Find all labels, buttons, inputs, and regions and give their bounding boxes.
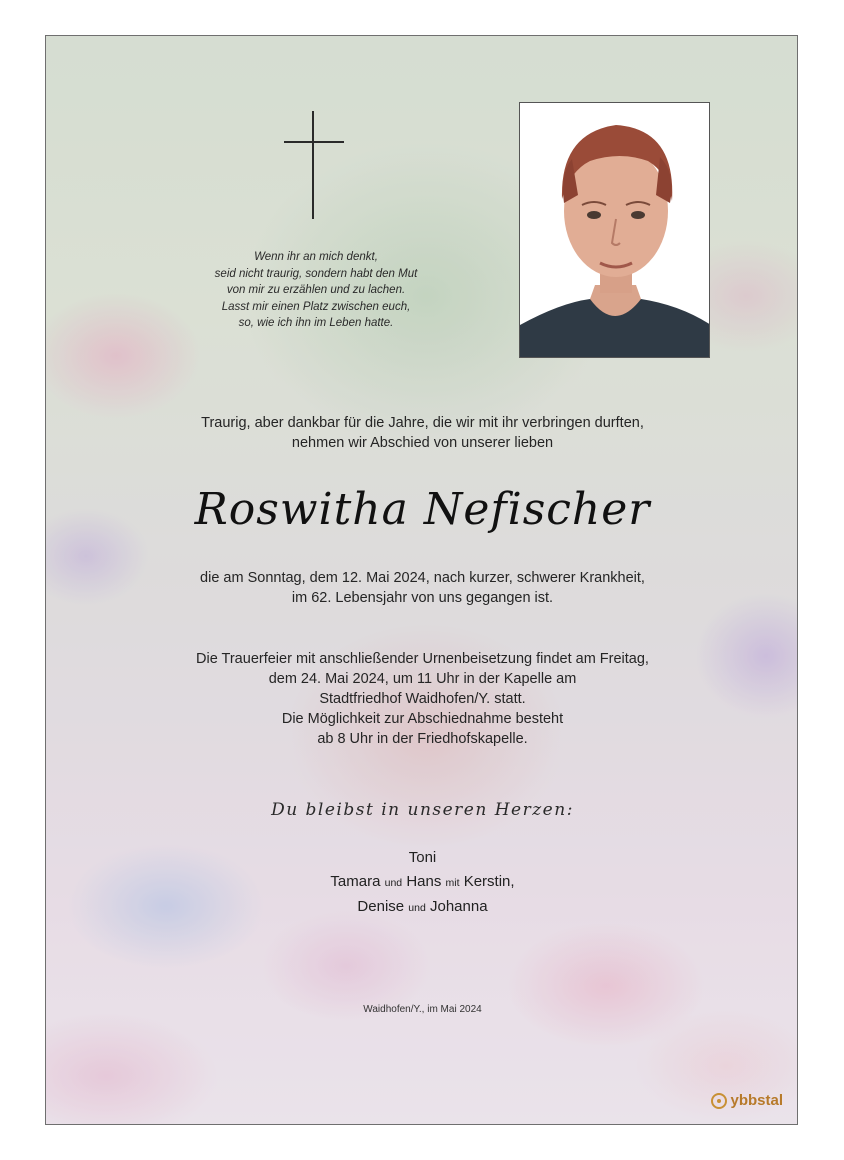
intro-text — [46, 413, 798, 453]
farewell-line: Die Möglichkeit zur Abschiednahme besteht — [281, 711, 564, 727]
death-notice — [46, 568, 798, 608]
brand-name: ybbstal — [730, 1092, 783, 1109]
parte-card — [45, 35, 798, 1125]
funeral-line: dem 24. Mai 2024, um 11 Uhr in der Kapelle am — [268, 671, 577, 687]
family-member: Denise — [357, 898, 405, 915]
farewell-info — [46, 709, 798, 749]
funeral-line: Die Trauerfeier mit anschließender Urnenbeisetzung findet am Freitag, — [196, 651, 649, 667]
family-member: Hans — [406, 873, 442, 890]
conjunction: und — [408, 902, 426, 914]
portrait-photo — [519, 102, 710, 358]
heart-line: Du bleibst in unseren Herzen: — [271, 800, 574, 820]
conjunction: und — [384, 877, 403, 889]
poem-line: seid nicht traurig, sondern habt den Mut — [214, 267, 418, 280]
deceased-name: Roswitha Nefischer — [194, 484, 651, 535]
intro-line: Traurig, aber dankbar für die Jahre, die wir mit ihr verbringen durften, — [201, 415, 644, 431]
poem — [186, 249, 446, 332]
death-line: die am Sonntag, dem 12. Mai 2024, nach kurzer, schwerer Krankheit, — [200, 570, 645, 586]
brand-logo — [711, 1092, 783, 1109]
conjunction: mit — [445, 877, 460, 889]
farewell-line: ab 8 Uhr in der Friedhofskapelle. — [317, 731, 528, 747]
poem-line: von mir zu erzählen und zu lachen. — [226, 284, 406, 296]
death-line: im 62. Lebensjahr von uns gegangen ist. — [291, 590, 554, 606]
family-member: Johanna — [430, 898, 488, 915]
portrait-image — [520, 103, 710, 358]
poem-line: so, wie ich ihn im Leben hatte. — [238, 317, 394, 329]
family-line — [46, 870, 798, 895]
family-line — [46, 895, 798, 920]
poem-line: Wenn ihr an mich denkt, — [254, 251, 378, 263]
family-line: Toni — [408, 849, 437, 866]
brand-mark-icon — [711, 1093, 727, 1109]
funeral-info — [46, 649, 798, 709]
family-member: Kerstin, — [463, 873, 515, 890]
family-member: Tamara — [330, 873, 381, 890]
family-list — [46, 846, 798, 920]
poem-line: Lasst mir einen Platz zwischen euch, — [221, 300, 411, 313]
intro-line: nehmen wir Abschied von unserer lieben — [291, 435, 554, 451]
funeral-line: Stadtfriedhof Waidhofen/Y. statt. — [319, 691, 526, 707]
place-date: Waidhofen/Y., im Mai 2024 — [363, 1004, 482, 1015]
cross-icon — [284, 111, 344, 221]
